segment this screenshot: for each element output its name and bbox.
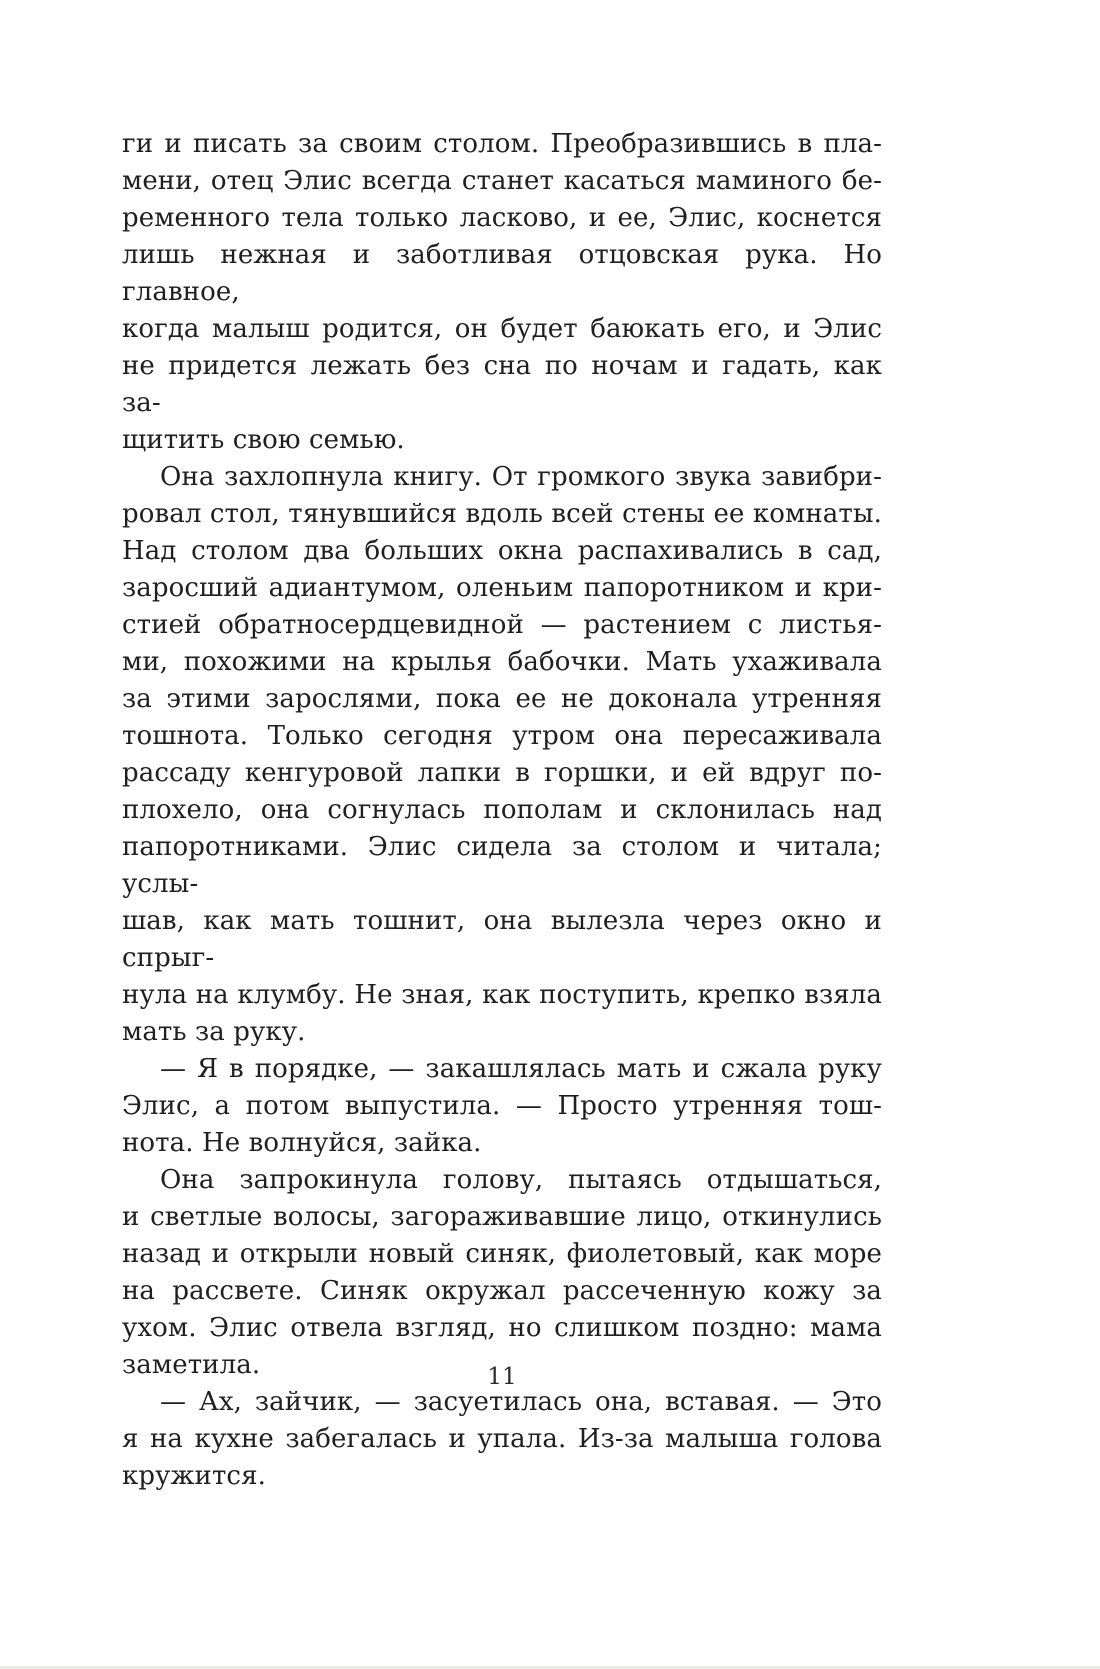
paragraph bbox=[122, 1051, 882, 1162]
text-block bbox=[122, 126, 882, 1495]
text-line: заметила. bbox=[122, 1350, 261, 1380]
text-line: назад и открыли новый синяк, фиолетовый, как море bbox=[122, 1239, 882, 1269]
paragraph bbox=[122, 1384, 882, 1495]
text-line: за этими зарослями, пока ее не доконала утренняя bbox=[122, 684, 882, 714]
text-line: ременного тела только ласково, и ее, Элис, коснется bbox=[122, 203, 882, 233]
text-line: Она захлопнула книгу. От громкого звука завибри- bbox=[160, 462, 882, 492]
text-line: Элис, а потом выпустила. — Просто утренняя тош- bbox=[122, 1091, 882, 1121]
page-number: 11 bbox=[487, 1364, 517, 1390]
text-line: нота. Не волнуйся, зайка. bbox=[122, 1128, 482, 1158]
paragraph bbox=[122, 459, 882, 1051]
text-line: ухом. Элис отвела взгляд, но слишком поздно: мама bbox=[122, 1313, 882, 1343]
text-line: когда малыш родится, он будет баюкать его, и Элис bbox=[122, 314, 882, 344]
text-line: не придется лежать без сна по ночам и гадать, как за- bbox=[122, 351, 882, 418]
text-line: кружится. bbox=[122, 1461, 266, 1491]
text-line: — Ах, зайчик, — засуетилась она, вставая. — Это bbox=[160, 1387, 882, 1417]
text-line: мени, отец Элис всегда станет касаться маминого бе- bbox=[122, 166, 882, 196]
text-line: ровал стол, тянувшийся вдоль всей стены ее комнаты. bbox=[122, 499, 882, 529]
text-line: рассаду кенгуровой лапки в горшки, и ей вдруг по- bbox=[122, 758, 882, 788]
paragraph bbox=[122, 126, 882, 459]
text-line: плохело, она согнулась пополам и склонилась над bbox=[122, 795, 882, 825]
text-line: тошнота. Только сегодня утром она пересаживала bbox=[122, 721, 882, 751]
text-line: мать за руку. bbox=[122, 1017, 306, 1047]
text-line: я на кухне забегалась и упала. Из-за малыша голова bbox=[122, 1424, 882, 1454]
text-line: Она запрокинула голову, пытаясь отдышаться, bbox=[160, 1165, 882, 1195]
text-line: папоротниками. Элис сидела за столом и читала; услы- bbox=[122, 832, 882, 899]
text-line: и светлые волосы, загораживавшие лицо, откинулись bbox=[122, 1202, 882, 1232]
text-line: — Я в порядке, — закашлялась мать и сжала руку bbox=[160, 1054, 882, 1084]
text-line: на рассвете. Синяк окружал рассеченную кожу за bbox=[122, 1276, 882, 1306]
text-line: щитить свою семью. bbox=[122, 425, 405, 455]
text-line: Над столом два больших окна распахивались в сад, bbox=[122, 536, 882, 566]
text-line: ги и писать за своим столом. Преобразившись в пла- bbox=[122, 129, 882, 159]
text-line: ми, похожими на крылья бабочки. Мать ухаживала bbox=[122, 647, 882, 677]
text-line: заросший адиантумом, оленьим папоротником и кри- bbox=[122, 573, 882, 603]
text-line: нула на клумбу. Не зная, как поступить, крепко взяла bbox=[122, 980, 882, 1010]
text-line: стией обратносердцевидной — растением с листья- bbox=[122, 610, 882, 640]
paragraph bbox=[122, 1162, 882, 1384]
text-line: лишь нежная и заботливая отцовская рука. Но главное, bbox=[122, 240, 882, 307]
text-line: шав, как мать тошнит, она вылезла через окно и спрыг- bbox=[122, 906, 882, 973]
